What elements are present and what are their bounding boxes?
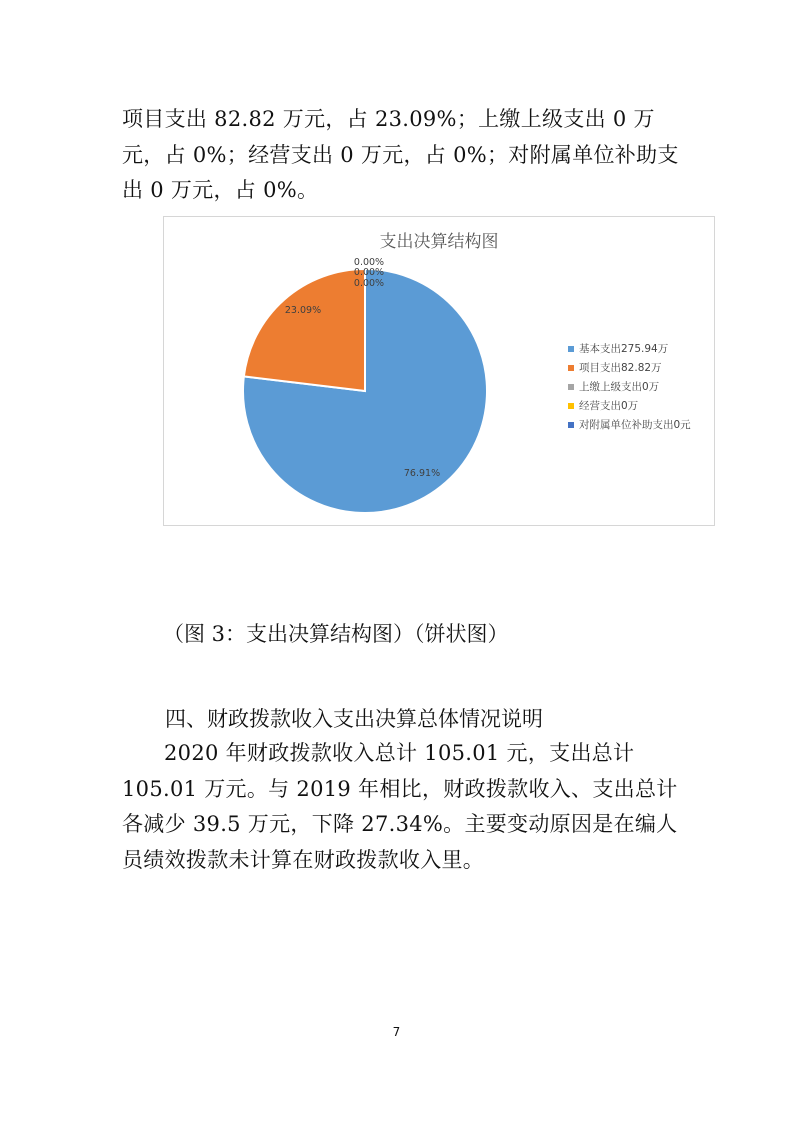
legend-item bbox=[568, 396, 691, 415]
legend-swatch bbox=[568, 403, 574, 409]
legend-swatch bbox=[568, 422, 574, 428]
legend-item bbox=[568, 358, 691, 377]
legend-swatch bbox=[568, 346, 574, 352]
section-heading: 四、财政拨款收入支出决算总体情况说明 bbox=[165, 707, 543, 731]
pie-slice bbox=[244, 269, 365, 391]
expenditure-pie-chart bbox=[163, 216, 715, 526]
body-paragraph-bottom: 2020 年财政拨款收入总计 105.01 元，支出总计 105.01 万元。与 2019 年相比，财政拨款收入、支出总计各减少 39.5 万元，下降 27.34%。主要变动原因是在编人员绩效拨款未计算在财政拨款收入里。 bbox=[122, 741, 678, 872]
pie-data-label: 0.00% bbox=[353, 267, 385, 278]
legend-item bbox=[568, 339, 691, 358]
pie-data-label: 0.00% bbox=[353, 257, 385, 268]
page-number: 7 bbox=[392, 1025, 401, 1039]
legend-item bbox=[568, 415, 691, 434]
body-paragraph-top: 项目支出 82.82 万元，占 23.09%；上缴上级支出 0 万元，占 0%；经营支出 0 万元，占 0%；对附属单位补助支出 0 万元，占 0%。 bbox=[122, 107, 679, 202]
chart-legend bbox=[568, 339, 691, 434]
legend-label: 上缴上级支出0万 bbox=[579, 381, 660, 393]
pie-data-label: 76.91% bbox=[403, 468, 441, 479]
legend-label: 项目支出82.82万 bbox=[579, 362, 662, 374]
legend-swatch bbox=[568, 384, 574, 390]
chart-title: 支出决算结构图 bbox=[379, 232, 499, 252]
figure-caption: （图 3：支出决算结构图）（饼状图） bbox=[163, 622, 509, 646]
legend-label: 基本支出275.94万 bbox=[579, 343, 669, 355]
legend-label: 对附属单位补助支出0元 bbox=[579, 419, 691, 431]
legend-swatch bbox=[568, 365, 574, 371]
legend-item bbox=[568, 377, 691, 396]
pie-data-label: 23.09% bbox=[284, 305, 322, 316]
pie-data-label: 0.00% bbox=[353, 278, 385, 289]
legend-label: 经营支出0万 bbox=[579, 400, 639, 412]
